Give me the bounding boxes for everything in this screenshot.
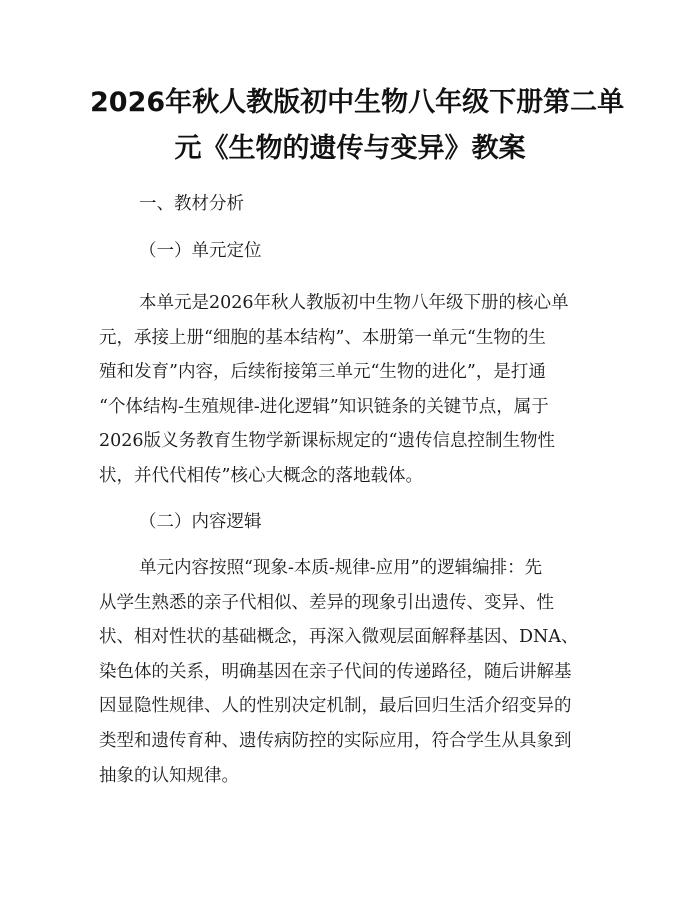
paragraph-line: 状，并代代相传”核心大概念的落地载体。 [99,465,423,486]
title-line-1: 2026年秋人教版初中生物八年级下册第二单 [90,87,625,118]
paragraph-line: 因显隐性规律、人的性别决定机制，最后回归生活介绍变异的 [99,696,572,717]
paragraph-line: 单元内容按照“现象-本质-规律-应用”的逻辑编排：先 [139,558,543,578]
paragraph-line: 本单元是2026年秋人教版初中生物八年级下册的核心单 [139,293,569,313]
paragraph-line: 类型和遗传育种、遗传病防控的实际应用，符合学生从具象到 [99,730,572,751]
paragraph-line: 元，承接上册“细胞的基本结构”、本册第一单元“生物的生 [99,327,546,348]
paragraph-line: 状、相对性状的基础概念，再深入微观层面解释基因、DNA、 [99,627,579,648]
subsection-heading-unit-positioning: （一）单元定位 [139,241,262,261]
paragraph-line: 抽象的认知规律。 [99,765,239,786]
subsection-heading-content-logic: （二）内容逻辑 [139,512,262,532]
paragraph-line: 2026版义务教育生物学新课标规定的“遗传信息控制生物性 [99,431,555,452]
paragraph-content-logic [99,551,609,793]
document-title [90,80,625,172]
paragraph-line: “个体结构-生殖规律-进化逻辑”知识链条的关键节点，属于 [99,396,549,417]
paragraph-unit-positioning [99,286,609,494]
section-heading-materials-analysis: 一、教材分析 [139,194,244,214]
paragraph-line: 殖和发育”内容，后续衔接第三单元“生物的进化”，是打通 [99,362,546,383]
paragraph-line: 染色体的关系，明确基因在亲子代间的传递路径，随后讲解基 [99,661,572,682]
title-line-2: 元《生物的遗传与变异》教案 [174,133,526,164]
paragraph-line: 从学生熟悉的亲子代相似、差异的现象引出遗传、变异、性 [99,592,554,613]
